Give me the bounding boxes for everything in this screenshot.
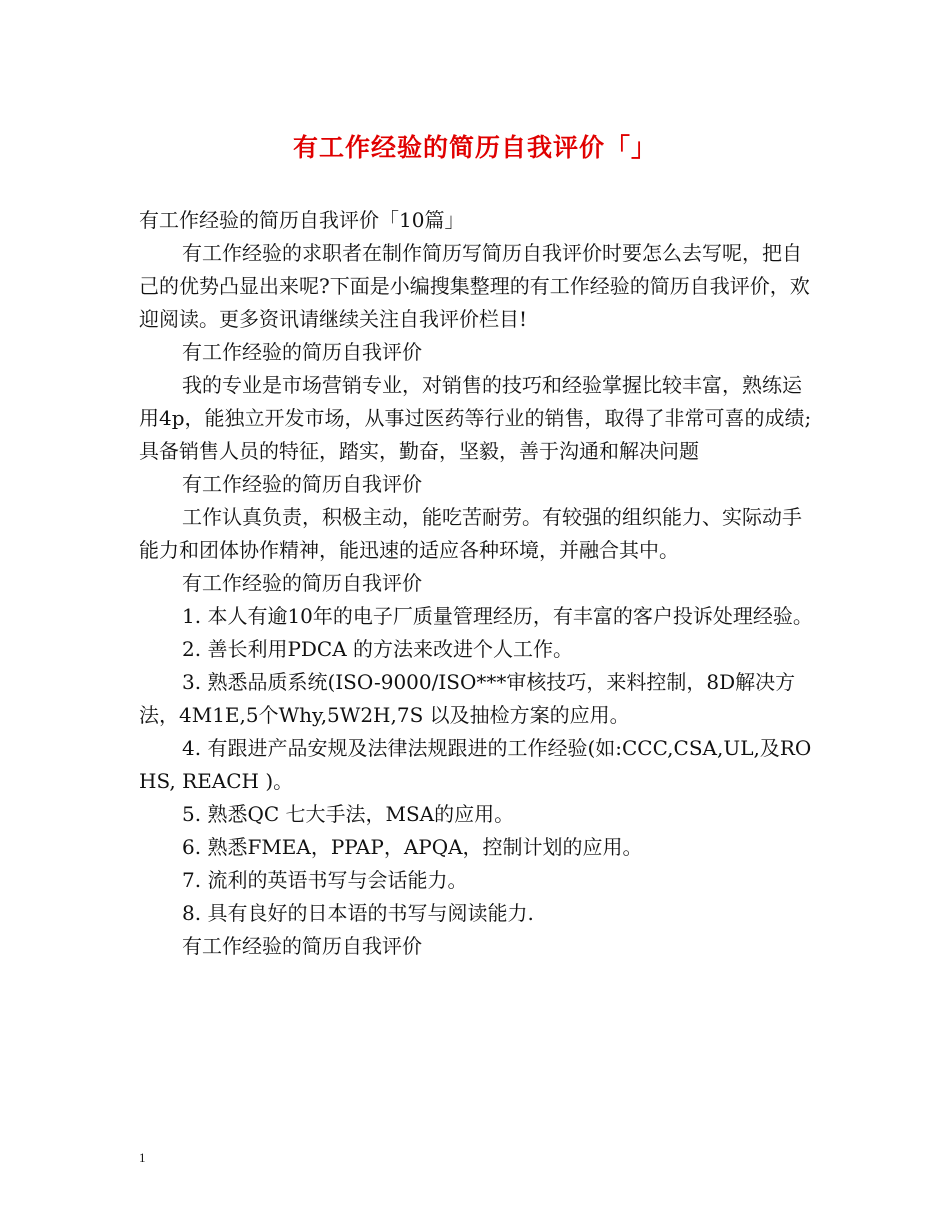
section-heading: 有工作经验的简历自我评价 — [182, 472, 422, 496]
section-heading: 有工作经验的简历自我评价 — [182, 934, 422, 958]
document-body — [139, 204, 814, 963]
list-item: 7. 流利的英语书写与会话能力。 — [182, 868, 468, 892]
paragraph-intro: 有工作经验的求职者在制作简历写简历自我评价时要怎么去写呢，把自己的优势凸显出来呢?下面是小编搜集整理的有工作经验的简历自我评价，欢迎阅读。更多资讯请继续关注自我评价栏目! — [139, 241, 810, 331]
paragraph-work-attitude: 工作认真负责，积极主动，能吃苦耐劳。有较强的组织能力、实际动手能力和团体协作精神，能迅速的适应各种环境，并融合其中。 — [139, 505, 802, 562]
section-heading: 有工作经验的简历自我评价 — [182, 340, 422, 364]
list-item: 6. 熟悉FMEA，PPAP，APQA，控制计划的应用。 — [182, 835, 643, 859]
section-heading: 有工作经验的简历自我评价 — [182, 571, 422, 595]
list-item: 3. 熟悉品质系统(ISO-9000/ISO***审核技巧，来料控制，8D解决方法，4M1E,5个Why,5W2H,7S 以及抽检方案的应用。 — [139, 670, 796, 727]
list-item: 4. 有跟进产品安规及法律法规跟进的工作经验(如:CCC,CSA,UL,及ROHS, REACH )。 — [139, 736, 812, 793]
paragraph-marketing: 我的专业是市场营销专业，对销售的技巧和经验掌握比较丰富，熟练运用4p，能独立开发市场，从事过医药等行业的销售，取得了非常可喜的成绩;具备销售人员的特征，踏实，勤奋，坚毅，善于沟通和解决问题 — [139, 373, 812, 463]
paragraph-subtitle: 有工作经验的简历自我评价「10篇」 — [139, 208, 465, 232]
list-item: 1. 本人有逾10年的电子厂质量管理经历，有丰富的客户投诉处理经验。 — [182, 604, 813, 628]
document-title: 有工作经验的简历自我评价「」 — [292, 133, 657, 162]
list-item: 5. 熟悉QC 七大手法，MSA的应用。 — [182, 802, 515, 826]
list-item: 8. 具有良好的日本语的书写与阅读能力. — [182, 901, 534, 925]
list-item: 2. 善长利用PDCA 的方法来改进个人工作。 — [182, 637, 574, 661]
page-number: 1 — [139, 1150, 146, 1165]
